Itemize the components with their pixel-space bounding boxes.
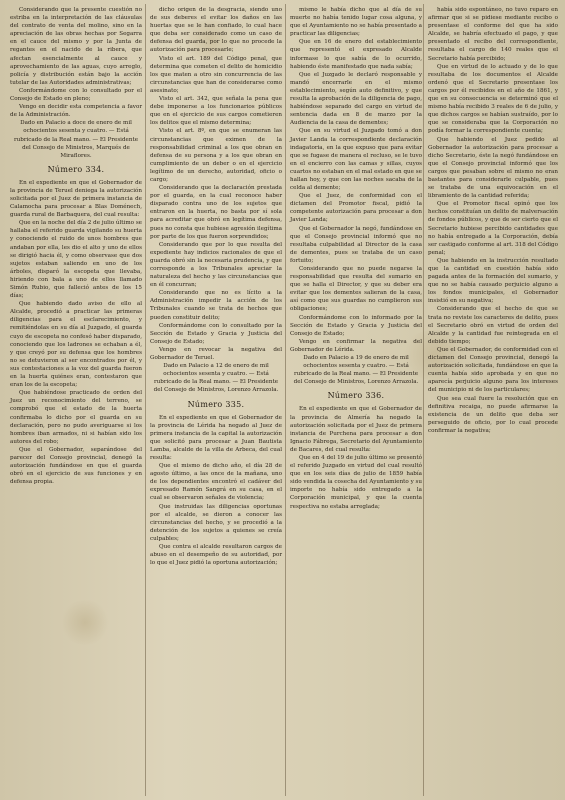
paragraph: Que el mismo de dicho año, el día 28 de agosto último, a las once de la mañana, uno de los dependientes encontró el cadáver del expresado Ramón Sangrá en su casa, en el cual se observaron señales de violencia; bbox=[150, 463, 282, 502]
signature-block: Dado en Palacio a 12 de enero de mil ochocientos sesenta y cuatro. — Está rubricado de la Real mano. — El Presidente del Consejo de Ministros, Lorenzo Arrazola. bbox=[153, 363, 279, 394]
paragraph: Vengo en decidir esta competencia a favor de la Administración. bbox=[10, 104, 142, 119]
paragraph: Que en la noche del día 2 de julio último se hallaba el referido guarda vigilando su huerta y conociendo el ruido de unos hombres que andaban por ella, les dio el alto y uno de ellos se dirigió hacia él, y como observase que dos sujetos estaban saliendo en uno de los árboles, disparó la escopeta que llevaba, hiriendo con bala a uno de ellos llamado Simón Rubio, que falleció antes de los 15 días; bbox=[10, 220, 142, 300]
section-heading: Número 336. bbox=[327, 391, 385, 401]
paragraph: había sido espontáneo, no tuvo reparo en afirmar que si se pidiese mediante recibo o presentase el conforme del que ha sido Alcalde, se habría efectuado el pago, y que presentado el recibo del correspondiente, resultaba el cargo de 140 reales que el Secretario había percibido; bbox=[428, 7, 558, 62]
paragraph: Que contra el alcalde resultaron cargos de abuso en el desempeño de su autoridad, por lo que el Juez pidió la oportuna autorización; bbox=[150, 544, 282, 567]
paragraph: Que en su virtud el Juzgado tomó a don Javier Landa la correspondiente declaración indagatoria, en la que expuso que para evitar que se fugase de manera el recluso, se le tuvo en el encierro con las camas y sillas, cuyos cuartos no estaban en el mal estado en que se hallan hoy, y que con las noches sacaba de la celda al demente; bbox=[290, 128, 422, 192]
paragraph: Vengo en revocar la negativa del Gobernador de Teruel. bbox=[150, 346, 282, 362]
section-heading: Número 335. bbox=[187, 399, 245, 409]
column-2 bbox=[150, 6, 282, 567]
paragraph: Que el Juez, de conformidad con el dictamen del Promotor fiscal, pidió la competente autorización para procesar a don Javier Landa; bbox=[290, 193, 422, 224]
paragraph: Conformándome con lo consultado por la Sección de Estado y Gracia y Justicia del Consejo de Estado; bbox=[150, 322, 282, 345]
paragraph: Vengo en confirmar la negativa del Gobernador de Lérida. bbox=[290, 338, 422, 353]
paragraph: Visto el art. 189 del Código penal, que determina que cometen el delito de homicidio los que maten a otro sin concurrencia de las circunstancias que han de considerarse como asesinato; bbox=[150, 55, 282, 94]
column-1 bbox=[10, 6, 142, 486]
column-4 bbox=[428, 6, 558, 435]
paragraph: Visto el art. 8º, en que se enumeran las circunstancias que eximen de la responsabilidad criminal a los que obran en defensa de su persona y a los que obran en cumplimiento de un deber o en el ejercicio legítimo de un derecho, autoridad, oficio o cargo; bbox=[150, 128, 282, 183]
signature-block: Dado en Palacio a 19 de enero de mil ochocientos sesenta y cuatro. — Está rubricado de la Real mano. — El Presidente del Consejo de Ministros, Lorenzo Arrazola. bbox=[293, 355, 419, 386]
paragraph: Que el Juzgado le declaró responsable y mandó encerrarle en el mismo establecimiento, según auto definitivo, y que resulta la aprobación de la diligencia de pago, habiéndose separado del cargo en virtud de sentencia dada en 8 de marzo por la Audiencia de la casa de dementes; bbox=[290, 71, 422, 127]
paragraph: Considerando que el hecho de que se trata no reviste los caracteres de delito, pues el Secretario obró en virtud de orden del Alcalde y la cantidad fue reintegrada en el debido tiempo; bbox=[428, 306, 558, 345]
paragraph: Visto el art. 342, que señala la pena que debe imponerse a los funcionarios públicos que en el ejercicio de sus cargos cometieren los delitos que el mismo determina; bbox=[150, 96, 282, 127]
paragraph: Que instruidas las diligencias oportunas por el alcalde, se dieron a conocer las circunstancias del hecho, y se procedió a la detención de los sujetos a quienes se creía culpables; bbox=[150, 503, 282, 542]
paragraph: Que el Gobernador, separándose del parecer del Consejo provincial, denegó la autorización fundándose en que el guarda obró en el ejercicio de sus funciones y en defensa propia. bbox=[10, 446, 142, 486]
paragraph: Que habiendo en la instrucción resultado que la cantidad en cuestión había sido pagada antes de la formación del sumario, y que no se había causado perjuicio alguno a los fondos municipales, el Gobernador insistió en su negativa; bbox=[428, 257, 558, 305]
paragraph: Que en virtud de lo actuado y de lo que resultaba de los documentos el Alcalde ordenó que el Secretario presentase los cargos por él recibidos en el año de 1861, y que en su consecuencia se determinó que el mismo había recibido 3 reales de 6 de julio, y que dichos cargos se habían sustraído, por lo que se consideraba que la Corporación no podía formar la correspondiente cuenta; bbox=[428, 63, 558, 135]
paragraph: Considerando que la declaración prestada por el guarda, en la cual reconoce haber disparado contra uno de los sujetos que entraron en la huerta, no basta por sí sola para acreditar que obró en legítima defensa, pues no consta que hubiese agresión ilegítima por parte de los que fueron sorprendidos; bbox=[150, 185, 282, 240]
paragraph: Que el Gobernador, de conformidad con el dictamen del Consejo provincial, denegó la autorización solicitada, fundándose en que la cuenta había sido aprobada y en que no aparecía perjuicio alguno para los intereses del municipio ni de los particulares; bbox=[428, 346, 558, 394]
paper-stain bbox=[60, 600, 110, 645]
paragraph: mismo le había dicho que al día de su muerte no había tenido lugar cosa alguna, y que el Ayuntamiento no se había presentado a practicar las diligencias; bbox=[290, 7, 422, 38]
paragraph: Conformándome con lo consultado por el Consejo de Estado en pleno; bbox=[10, 87, 142, 103]
paragraph: Que el Promotor fiscal opinó que los hechos constituían un delito de malversación de fondos públicos, y que de ser cierto que el Secretario hubiese percibido cantidades que no había entregado a la Corporación, debía ser castigado conforme al art. 318 del Código penal; bbox=[428, 201, 558, 256]
column-rule bbox=[145, 4, 146, 796]
paragraph: Considerando que no puede negarse la responsabilidad que resulta del sumario en que se halla el Director, y que su deber era evitar que los dementes salieran de la casa, así como que sus guardas no cumplieron sus obligaciones; bbox=[290, 266, 422, 313]
paragraph: Conformándome con lo informado por la Sección de Estado y Gracia y Justicia del Consejo de Estado; bbox=[290, 314, 422, 337]
column-rule bbox=[285, 4, 286, 796]
column-rule bbox=[423, 4, 424, 796]
paragraph: Que en 16 de enero del establecimiento que representó el expresado Alcalde informase lo que sabía de lo ocurrido, habiendo éste manifestado que nada sabía; bbox=[290, 39, 422, 70]
paragraph: Que habiendo dado aviso de ello al Alcalde, procedió a practicar las primeras diligencias para el esclarecimiento, y remitiéndolas en su día al Juzgado, el guarda cuyo de escopeta no confesó haber disparado, conociendo que los ladrones se echaban a él, y que creyó por su defensa que los hombres no se detuvieron al ser encontrados por él, y sus contestaciones a la voz del guarda fueron en la huerta quiénes eran, contestaron que eran los de la escopeta; bbox=[10, 301, 142, 389]
paragraph: Considerando que por lo que resulta del expediente hay indicios racionales de que el guarda obró sin la necesaria prudencia, y que corresponde a los Tribunales apreciar la naturaleza del hecho y las circunstancias que en él concurran; bbox=[150, 241, 282, 289]
signature-block: Dado en Palacio a doce de enero de mil ochocientos sesenta y cuatro. — Está rubricado de la Real mano. — El Presidente del Consejo de Ministros, Marqués de Miraflores. bbox=[13, 120, 139, 159]
paragraph: Considerando que la presente cuestión no estriba en la interpretación de las cláusulas del contrato de venta del molino, sino en la apreciación de las obras hechas por Segarra en el cauce del mismo y por la Junta de regantes en el nacido de la ribera, que afectan esencialmente al cauce y aprovechamiento de las aguas, cuyo arreglo, policía y distribución están bajo la acción tutelar de las Autoridades administrativas; bbox=[10, 7, 142, 86]
paragraph: Que sea cual fuere la resolución que en definitiva recaiga, no puede afirmarse la existencia de un delito que deba ser perseguido de oficio, por lo cual procede confirmar la negativa; bbox=[428, 395, 558, 434]
paragraph: En el expediente en que el Gobernador de la provincia de Lérida ha negado al Juez de primera instancia de la capital la autorización que solicitó para procesar a Juan Bautista Lamba, alcalde de la villa de Arbeca, del cual resulta: bbox=[150, 414, 282, 461]
paragraph: Que habiendo el Juez pedido al Gobernador la autorización para procesar a dicho Secretario, éste la negó fundándose en que el Consejo provincial informó que los cargos que pesaban sobre el mismo no eran bastantes para considerarle culpable, pues se trataba de una equivocación en el libramiento de la cantidad referida; bbox=[428, 136, 558, 200]
paragraph: Considerando que no es lícito a la Administración impedir la acción de los Tribunales cuando se trata de hechos que pueden constituir delito; bbox=[150, 290, 282, 321]
section-heading: Número 334. bbox=[47, 164, 105, 174]
paragraph: Que en 4 del 19 de julio último se presentó el referido Juzgado en virtud del cual resultó que en los seis días de julio de 1859 había sido vendida la cosecha del Ayuntamiento y su importe no había sido entregado a la Corporación municipal, y que la cuenta respectiva no estaba arreglada; bbox=[290, 454, 422, 510]
paragraph: Que el Gobernador la negó, fundándose en que el Consejo provincial informó que no resultaba culpabilidad al Director de la casa de dementes, pues se trataba de un caso fortuito; bbox=[290, 225, 422, 264]
paragraph: dicho origen de la desgracia, siendo uno de sus deberes el evitar los daños en las huertas que se le han confiado, lo cual hace que deba ser considerado como un caso de defensa del guarda, por lo que no procede la autorización para procesarle; bbox=[150, 7, 282, 54]
paragraph: En el expediente en que el Gobernador de la provincia de Almería ha negado la autorización solicitada por el Juez de primera instancia de Purchena para procesar a don Ignacio Fábrega, Secretario del Ayuntamiento de Bacares, del cual resulta: bbox=[290, 406, 422, 453]
paragraph: Que habiéndose practicado de orden del Juez un reconocimiento del terreno, se comprobó que el estado de la huerta confirmaba lo dicho por el guarda en su declaración, pero no pudo averiguarse si los hombres iban armados, ni si habían sido los autores del robo; bbox=[10, 390, 142, 445]
column-3 bbox=[290, 6, 422, 511]
paragraph: En el expediente en que el Gobernador de la provincia de Teruel deniega la autorización solicitada por el Juez de primera instancia de Calamocha para procesar a Blas Doménech, guarda rural de Barbaquera, del cual resulta: bbox=[10, 179, 142, 219]
